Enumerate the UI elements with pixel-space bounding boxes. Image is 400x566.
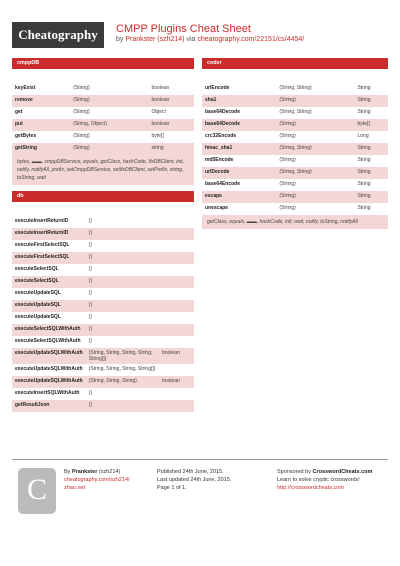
method-signature: (String, String) [276,143,354,155]
table-row [202,143,388,155]
cmppdb-table [12,83,194,155]
return-type: boolean [151,85,170,91]
section-heading: db [12,191,194,202]
table-row [12,83,194,95]
method-name: hmac_sha1 [202,143,276,155]
method-name: urlDecode [202,167,276,179]
method-name: executeFirstSelectSQL [15,242,70,248]
db-section [12,191,194,412]
table-row [202,167,388,179]
method-name: executeInsertReturnID [15,218,69,224]
table-row [12,300,194,312]
table-row [202,119,388,131]
method-name: executeUpdateSQL [15,290,61,296]
method-name: unescape [205,205,229,211]
table-row [202,155,388,167]
return-type: String [357,109,371,115]
by-label: By [64,469,71,475]
return-type: Object [151,109,166,115]
method-signature: () [88,314,93,320]
table-row [12,95,194,107]
method-signature: (String) [276,95,354,107]
footer-author [64,468,130,492]
method-signature: () [86,300,159,312]
return-type [159,400,194,412]
return-type [159,264,194,276]
page-header [12,22,388,48]
return-type: boolean [148,119,194,131]
method-name: executeSelectSQLWithAuth [12,324,86,336]
method-signature: (String, String, String, String, String[]) [86,348,159,364]
method-name: getString [12,143,70,155]
return-type: String [357,85,371,91]
sponsor-tagline: Learn to solve cryptic crosswords! [277,477,360,483]
method-name: keyExist [15,85,36,91]
table-row [12,264,194,276]
return-type: byte[] [151,133,164,139]
return-type [159,364,194,376]
method-signature: (String, String) [279,109,312,115]
table-row [12,119,194,131]
table-row [12,288,194,300]
method-signature: () [88,266,93,272]
section-note: bytes, ▬▬, cmppDBService, equals, getClass, hashCode, IfxDBClient, init, notify, notifyAll, prefix, setCmppDBService, setIfxDBClient, setPrefix, string, toString, wait [12,155,194,185]
method-name: base64Encode [205,181,241,187]
method-name: executeInsertReturnID [12,228,86,240]
footer-sponsor [277,468,372,492]
method-name: executeUpdateSQL [12,300,86,312]
author-name[interactable]: Prankster [71,469,98,475]
return-type: byte[] [355,119,389,131]
method-name: executeUpdateSQLWithAuth [12,348,86,364]
method-name: put [12,119,70,131]
method-name: executeSelectSQL [15,266,59,272]
method-signature: (String) [276,191,354,203]
return-type [159,288,194,300]
method-signature: (String) [73,133,90,139]
method-signature: () [88,338,93,344]
method-signature: (String) [279,181,296,187]
table-row [12,216,194,228]
return-type [159,216,194,228]
return-type [159,228,194,240]
author-handle: (szh214) [98,469,121,475]
method-name: executeUpdateSQL [15,314,61,320]
return-type: boolean [148,95,194,107]
method-signature: () [88,242,93,248]
method-signature: () [86,228,159,240]
return-type [159,324,194,336]
return-type: String [355,143,389,155]
method-name: executeUpdateSQLWithAuth [15,366,83,372]
method-name: executeSelectSQL [12,276,86,288]
table-row [12,143,194,155]
footer-dates [157,468,231,492]
method-signature: (String) [279,133,296,139]
table-row [202,191,388,203]
cheatography-logo[interactable]: Cheatography [12,22,104,48]
return-type [159,300,194,312]
site-link[interactable]: zhao.net [64,485,86,491]
method-signature: () [86,400,159,412]
return-type [159,312,194,324]
method-signature: (String) [73,85,90,91]
method-name: base64Decode [205,109,241,115]
sponsor-name[interactable]: CrosswordCheats.com [312,469,373,475]
method-signature: () [88,218,93,224]
method-name: executeInsertSQLWithAuth [15,390,80,396]
table-row [202,95,388,107]
method-signature: (String) [279,205,296,211]
coder-table [202,83,388,215]
return-type: String [355,191,389,203]
method-name: executeFirstSelectSQL [12,252,86,264]
method-signature: () [88,290,93,296]
table-row [12,336,194,348]
method-name: get [15,109,23,115]
profile-link[interactable]: cheatography.com/szh214/ [64,477,130,483]
table-row [12,252,194,264]
table-row [12,400,194,412]
by-label: by [116,36,124,43]
sheet-url-link[interactable]: cheatography.com/22151/cs/4454/ [197,36,305,43]
method-signature: () [88,390,93,396]
author-link[interactable]: Prankster (szh214) [125,36,185,43]
method-signature: (String) [279,157,296,163]
via-label: via [186,36,196,43]
table-row [12,312,194,324]
section-note: getClass, equals, ▬▬, hashCode, init, wait, notify, toString, notifyAll [202,215,388,229]
updated-date: Last updated 24th June, 2015. [157,477,232,483]
db-table [12,216,194,412]
method-name: executeUpdateSQLWithAuth [12,376,86,388]
method-name: urlEncode [205,85,230,91]
table-row [202,203,388,215]
table-row [202,131,388,143]
method-signature: (String, Object) [70,119,148,131]
method-name: base64Decode [202,119,276,131]
return-type [159,252,194,264]
table-row [12,388,194,400]
method-name: escape [202,191,276,203]
return-type: boolean [159,348,194,364]
method-signature: (String, String) [279,85,312,91]
published-date: Published 24th June, 2015. [157,469,224,475]
method-signature: (String) [70,143,148,155]
method-name: md5Encode [205,157,234,163]
table-row [12,240,194,252]
method-signature: (String, String, String) [86,376,159,388]
page-footer [12,459,388,522]
return-type: boolean [159,376,194,388]
cheatography-c-icon: C [18,468,56,514]
table-row [12,324,194,336]
table-row [12,376,194,388]
return-type: String [357,181,371,187]
method-signature: () [86,252,159,264]
page-title: CMPP Plugins Cheat Sheet [116,23,251,35]
table-row [12,348,194,364]
return-type: String [355,167,389,179]
method-name: crc32Encode [205,133,237,139]
sponsor-prefix: Sponsored by [277,469,311,475]
return-type: string [148,143,194,155]
table-row [12,228,194,240]
page-count: Page 1 of 1. [157,485,187,491]
return-type: String [357,157,371,163]
table-row [12,276,194,288]
return-type: String [355,95,389,107]
return-type [159,336,194,348]
table-row [12,131,194,143]
method-signature: (String, String, String, String[]) [88,366,156,372]
cmppdb-section [12,58,194,185]
section-heading: coder [202,58,388,69]
method-signature: (String) [73,109,90,115]
method-name: getBytes [15,133,37,139]
method-name: sha1 [202,95,276,107]
sponsor-link[interactable]: http://crosswordcheats.com [277,485,344,491]
method-signature: () [86,276,159,288]
return-type [159,388,194,400]
return-type [159,276,194,288]
coder-section [202,58,388,229]
table-row [12,364,194,376]
return-type: String [357,205,371,211]
method-signature: () [86,324,159,336]
table-row [12,107,194,119]
section-heading: cmppDB [12,58,194,69]
method-name: getResultJson [12,400,86,412]
return-type: Long [357,133,369,139]
table-row [202,83,388,95]
byline [116,36,304,43]
method-signature: (String) [276,119,354,131]
method-name: remove [12,95,70,107]
method-signature: (String) [70,95,148,107]
method-signature: (String, String) [276,167,354,179]
table-row [202,179,388,191]
table-row [202,107,388,119]
return-type [159,240,194,252]
method-name: executeSelectSQLWithAuth [15,338,81,344]
